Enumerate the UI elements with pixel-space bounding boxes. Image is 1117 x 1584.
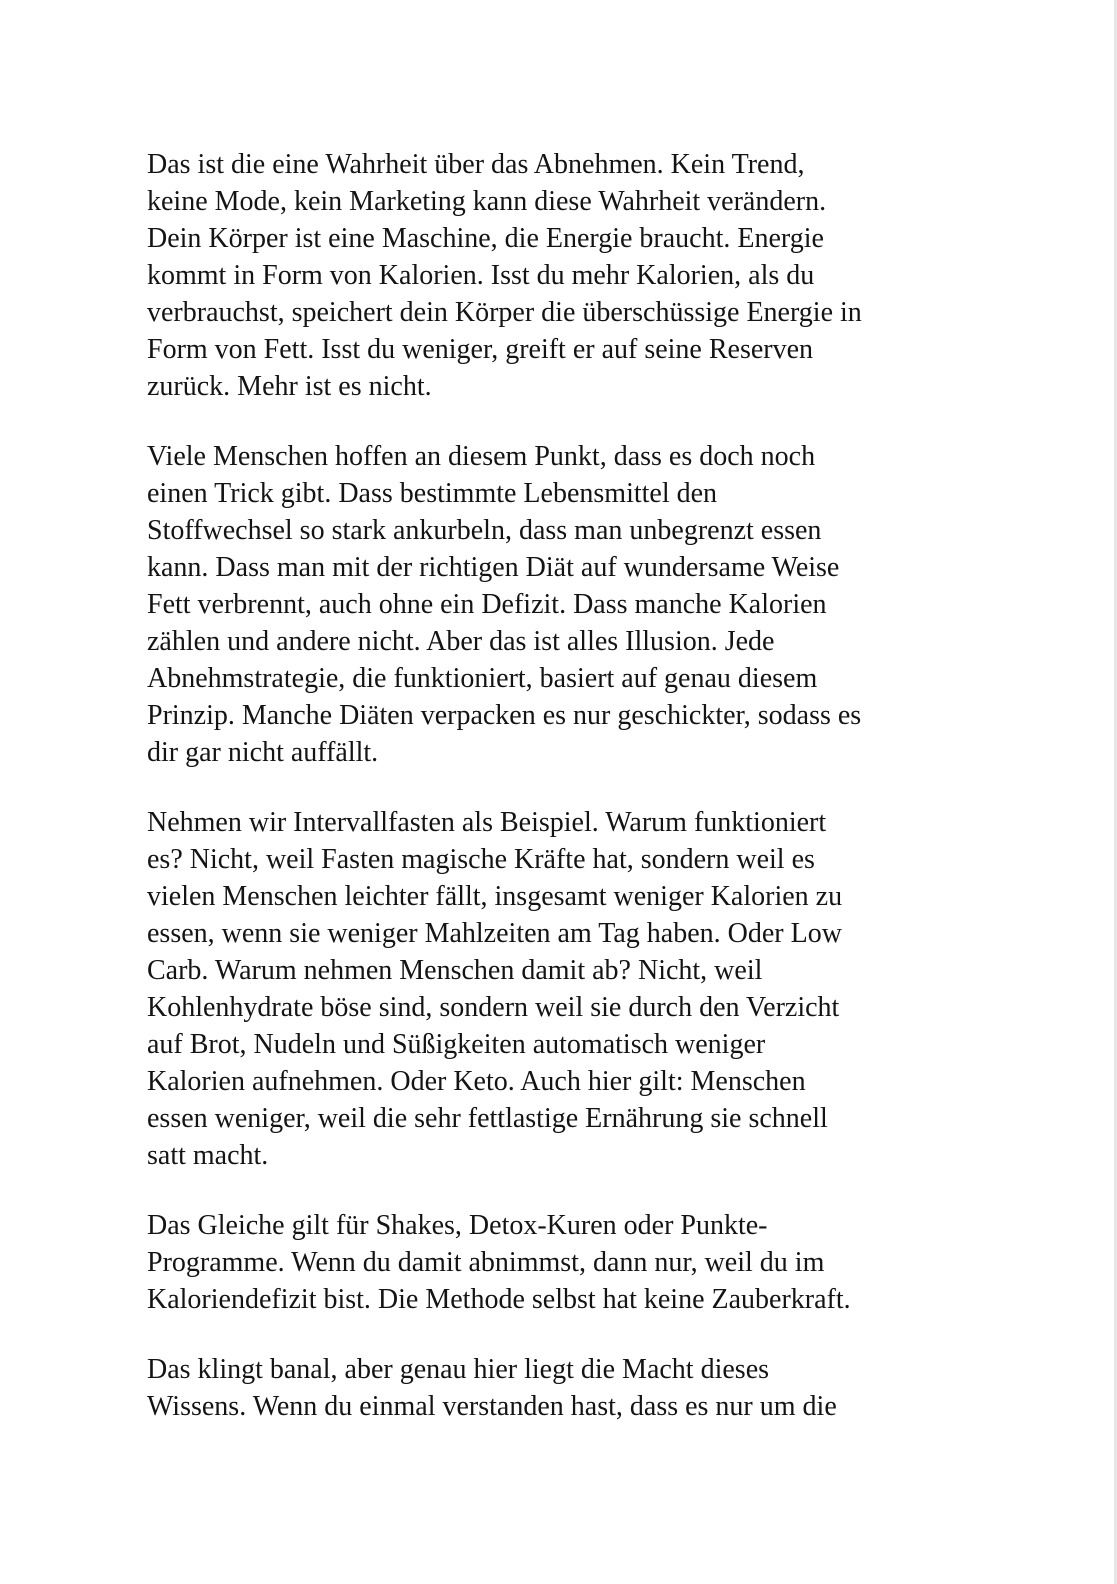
text-line: Programme. Wenn du damit abnimmst, dann nur, weil du im xyxy=(147,1247,825,1278)
text-line: Fett verbrennt, auch ohne ein Defizit. Dass manche Kalorien xyxy=(147,589,827,620)
text-line: Das Gleiche gilt für Shakes, Detox-Kuren oder Punkte- xyxy=(147,1210,768,1241)
document-body xyxy=(147,146,977,1458)
text-line: essen, wenn sie weniger Mahlzeiten am Tag haben. Oder Low xyxy=(147,918,842,949)
paragraph-3 xyxy=(147,804,977,1174)
text-line: Dein Körper ist eine Maschine, die Energie braucht. Energie xyxy=(147,223,824,254)
text-line: keine Mode, kein Marketing kann diese Wahrheit verändern. xyxy=(147,186,827,217)
paragraph-5 xyxy=(147,1351,977,1425)
text-line: zählen und andere nicht. Aber das ist alles Illusion. Jede xyxy=(147,626,775,657)
text-line: Abnehmstrategie, die funktioniert, basiert auf genau diesem xyxy=(147,663,818,694)
text-line: Kalorien aufnehmen. Oder Keto. Auch hier gilt: Menschen xyxy=(147,1066,806,1097)
text-line: Prinzip. Manche Diäten verpacken es nur geschickter, sodass es xyxy=(147,700,862,731)
paragraph-1 xyxy=(147,146,977,405)
text-line: Kohlenhydrate böse sind, sondern weil sie durch den Verzicht xyxy=(147,992,840,1023)
text-line: dir gar nicht auffällt. xyxy=(147,737,379,768)
text-line: Stoffwechsel so stark ankurbeln, dass man unbegrenzt essen xyxy=(147,515,822,546)
text-line: Kaloriendefizit bist. Die Methode selbst hat keine Zauberkraft. xyxy=(147,1284,851,1315)
text-line: kommt in Form von Kalorien. Isst du mehr Kalorien, als du xyxy=(147,260,815,291)
text-line: Das klingt banal, aber genau hier liegt die Macht dieses xyxy=(147,1354,770,1385)
text-line: vielen Menschen leichter fällt, insgesamt weniger Kalorien zu xyxy=(147,881,843,912)
text-line: Wissens. Wenn du einmal verstanden hast, dass es nur um die xyxy=(147,1391,837,1422)
text-line: Form von Fett. Isst du weniger, greift er auf seine Reserven xyxy=(147,334,814,365)
text-line: zurück. Mehr ist es nicht. xyxy=(147,371,432,402)
text-line: einen Trick gibt. Dass bestimmte Lebensmittel den xyxy=(147,478,718,509)
text-line: kann. Dass man mit der richtigen Diät auf wundersame Weise xyxy=(147,552,840,583)
text-line: Viele Menschen hoffen an diesem Punkt, dass es doch noch xyxy=(147,441,816,472)
text-line: essen weniger, weil die sehr fettlastige Ernährung sie schnell xyxy=(147,1103,828,1134)
text-line: es? Nicht, weil Fasten magische Kräfte hat, sondern weil es xyxy=(147,844,815,875)
text-line: verbrauchst, speichert dein Körper die überschüssige Energie in xyxy=(147,297,862,328)
paragraph-2 xyxy=(147,438,977,771)
text-line: Nehmen wir Intervallfasten als Beispiel. Warum funktioniert xyxy=(147,807,827,838)
paragraph-4 xyxy=(147,1207,977,1318)
text-line: Carb. Warum nehmen Menschen damit ab? Nicht, weil xyxy=(147,955,763,986)
text-line: Das ist die eine Wahrheit über das Abnehmen. Kein Trend, xyxy=(147,149,805,180)
text-line: satt macht. xyxy=(147,1140,269,1171)
text-line: auf Brot, Nudeln und Süßigkeiten automatisch weniger xyxy=(147,1029,766,1060)
